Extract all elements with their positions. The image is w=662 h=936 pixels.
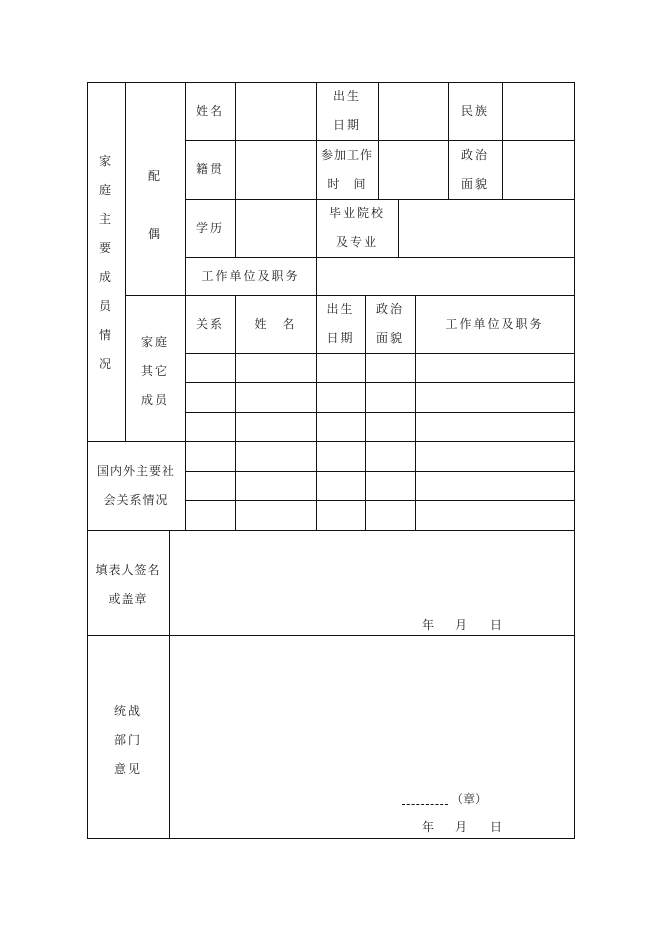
family-members-label	[87, 148, 125, 378]
social-name-input[interactable]	[237, 443, 318, 471]
opinion-date-month: 月	[455, 820, 469, 834]
label-line: 政治	[460, 147, 489, 162]
spouse-birth-date-input[interactable]	[380, 84, 450, 140]
member-birth-input[interactable]	[318, 355, 367, 382]
member-birth-input[interactable]	[318, 414, 367, 441]
label-char: 庭	[98, 183, 113, 197]
social-name-input[interactable]	[237, 473, 318, 500]
label-line: 日期	[332, 118, 361, 132]
spouse-work-start-input[interactable]	[380, 142, 450, 199]
spouse-native-place-input[interactable]	[237, 142, 318, 199]
member-relation-input[interactable]	[187, 384, 237, 412]
row-line	[185, 382, 575, 383]
label-char: 配	[147, 169, 162, 183]
label-line: 面貌	[460, 176, 489, 191]
label-line: 其它	[140, 363, 169, 378]
table-border-bottom	[87, 838, 575, 839]
member-birth-input[interactable]	[318, 384, 367, 412]
work-start-label	[316, 140, 378, 199]
spouse-education-input[interactable]	[237, 201, 318, 257]
signature-area[interactable]	[171, 532, 572, 612]
label-char: 成	[98, 270, 113, 284]
col-line	[378, 82, 379, 199]
spouse-name-input[interactable]	[237, 84, 318, 140]
social-name-input[interactable]	[237, 502, 318, 530]
social-political-input[interactable]	[367, 443, 417, 471]
col-line	[502, 82, 503, 199]
col-header-political	[365, 295, 415, 353]
label-line: 政治	[375, 302, 404, 316]
united-front-opinion-label	[87, 695, 169, 785]
signature-date-day: 日	[490, 618, 504, 632]
school-major-label	[316, 199, 398, 257]
social-birth-input[interactable]	[318, 443, 367, 471]
label-line: 及专业	[335, 235, 378, 249]
col-header-birth	[316, 295, 365, 353]
label-line: 面貌	[375, 331, 404, 345]
ethnicity-label: 民族	[460, 103, 489, 118]
spouse-ethnicity-input[interactable]	[504, 84, 576, 140]
education-label: 学历	[195, 220, 224, 235]
label-char: 家	[98, 154, 113, 168]
social-birth-input[interactable]	[318, 473, 367, 500]
social-relations-label	[87, 441, 185, 530]
row-line	[185, 471, 575, 472]
member-employer-input[interactable]	[417, 355, 576, 382]
social-relation-input[interactable]	[187, 473, 237, 500]
label-line: 出生	[332, 89, 361, 103]
row-line	[87, 530, 575, 531]
col-line	[398, 199, 399, 257]
member-employer-input[interactable]	[417, 384, 576, 412]
col-header-name: 姓 名	[254, 316, 297, 331]
member-political-input[interactable]	[367, 414, 417, 441]
social-relation-input[interactable]	[187, 443, 237, 471]
row-line	[185, 140, 575, 141]
col-line	[169, 530, 170, 838]
label-line: 时 间	[327, 176, 367, 191]
label-char: 要	[98, 241, 113, 255]
label-char: 情	[98, 328, 113, 342]
social-relation-input[interactable]	[187, 502, 237, 530]
spouse-political-status-input[interactable]	[504, 142, 576, 199]
label-char: 况	[98, 357, 113, 371]
label-char: 员	[98, 299, 113, 313]
signature-date-year: 年	[422, 618, 436, 632]
row-line	[185, 412, 575, 413]
social-employer-input[interactable]	[417, 473, 576, 500]
row-line	[185, 500, 575, 501]
member-name-input[interactable]	[237, 414, 318, 441]
row-line	[185, 353, 575, 354]
birth-date-label	[316, 82, 378, 140]
label-char: 主	[98, 212, 113, 226]
label-line: 填表人签名	[95, 563, 161, 577]
spouse-label	[125, 150, 185, 260]
label-line: 成员	[140, 392, 169, 407]
label-line: 会关系情况	[103, 492, 169, 507]
member-name-input[interactable]	[237, 384, 318, 412]
social-birth-input[interactable]	[318, 502, 367, 530]
label-line: 国内外主要社	[96, 463, 175, 478]
label-line: 意见	[113, 761, 142, 776]
member-political-input[interactable]	[367, 384, 417, 412]
label-char: 偶	[147, 227, 162, 241]
employer-position-label: 工作单位及职务	[201, 268, 300, 283]
label-line: 出生	[326, 302, 355, 316]
social-political-input[interactable]	[367, 473, 417, 500]
native-place-label: 籍贯	[195, 162, 224, 176]
political-status-label	[448, 140, 502, 199]
opinion-date-year: 年	[422, 820, 436, 834]
social-employer-input[interactable]	[417, 502, 576, 530]
col-line	[235, 82, 236, 257]
social-employer-input[interactable]	[417, 443, 576, 471]
other-members-label	[125, 300, 185, 442]
spouse-school-major-input[interactable]	[400, 201, 576, 257]
spouse-employer-input[interactable]	[318, 259, 576, 295]
member-employer-input[interactable]	[417, 414, 576, 441]
label-line: 部门	[113, 732, 142, 747]
seal-label: （章）	[451, 792, 488, 806]
signature-label	[87, 555, 169, 615]
member-political-input[interactable]	[367, 355, 417, 382]
member-name-input[interactable]	[237, 355, 318, 382]
opinion-date-day: 日	[490, 820, 504, 834]
member-relation-input[interactable]	[187, 355, 237, 382]
label-line: 统战	[113, 703, 142, 718]
social-political-input[interactable]	[367, 502, 417, 530]
col-header-employer: 工作单位及职务	[445, 316, 544, 331]
label-line: 或盖章	[108, 592, 148, 606]
member-relation-input[interactable]	[187, 414, 237, 441]
label-line: 家庭	[140, 334, 169, 349]
seal-dashed-line	[402, 804, 448, 805]
signature-date-month: 月	[455, 618, 469, 632]
row-line	[87, 635, 575, 636]
name-label: 姓名	[195, 103, 224, 118]
label-line: 日期	[326, 331, 355, 345]
label-line: 毕业院校	[328, 206, 385, 220]
col-header-relation: 关系	[195, 316, 224, 331]
opinion-area[interactable]	[171, 637, 572, 787]
label-line: 参加工作	[320, 147, 373, 162]
